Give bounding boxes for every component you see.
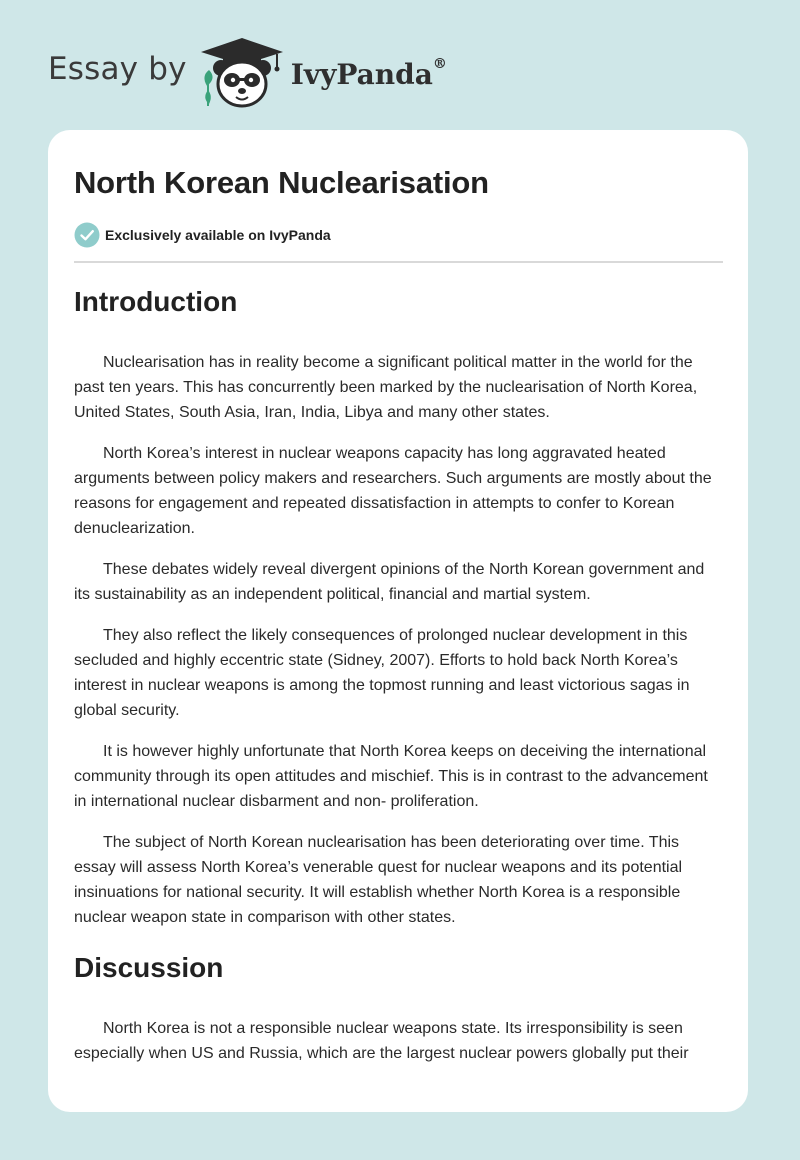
exclusive-badge [74, 222, 331, 248]
check-circle-icon [74, 222, 100, 248]
essay-card [48, 130, 748, 1112]
paragraph: They also reflect the likely consequences of prolonged nuclear development in this secluded and highly eccentric state (Sidney, 2007). Efforts to hold back North Korea’s interest in nuclear weapons is among the topmost running and least victorious sagas in global security. [74, 627, 690, 719]
panda-mascot-icon [199, 34, 285, 110]
registered-mark: ® [432, 55, 447, 72]
section-heading: Discussion [74, 952, 224, 983]
essay-title: North Korean Nuclearisation [74, 165, 489, 200]
section-heading: Introduction [74, 286, 238, 317]
exclusive-badge-text: Exclusively available on IvyPanda [105, 227, 331, 243]
brand-prefix: Essay by [48, 51, 187, 87]
title-divider [74, 261, 723, 263]
paragraph: The subject of North Korean nuclearisation has been deteriorating over time. This essay will assess North Korea’s venerable quest for nuclear weapons and its potential insinuations for national security. It will establish whether North Korea is a responsible nuclear weapon state in comparison with other states. [74, 834, 683, 926]
essay-body [74, 280, 724, 1082]
paragraph: North Korea is not a responsible nuclear weapons state. Its irresponsibility is seen especially when US and Russia, which are the largest nuclear powers globally put their [74, 1020, 689, 1062]
section-discussion [74, 946, 724, 1066]
brand-name: IvyPanda® [290, 55, 447, 91]
paragraph: It is however highly unfortunate that North Korea keeps on deceiving the international community through its open attitudes and mischief. This is in contrast to the advancement in international nuclear disbarment and non- proliferation. [74, 743, 708, 810]
site-header [48, 34, 447, 110]
section-introduction [74, 280, 724, 930]
paragraph: These debates widely reveal divergent opinions of the North Korean government and its sustainability as an independent political, financial and martial system. [74, 561, 705, 603]
paragraph: North Korea’s interest in nuclear weapons capacity has long aggravated heated arguments between policy makers and researchers. Such arguments are mostly about the reasons for engagement and repeated dissatisfaction in attempts to confer to Korean denuclearization. [74, 445, 712, 537]
paragraph: Nuclearisation has in reality become a significant political matter in the world for the past ten years. This has concurrently been marked by the nuclearisation of North Korea, United States, South Asia, Iran, India, Libya and many other states. [74, 354, 698, 421]
